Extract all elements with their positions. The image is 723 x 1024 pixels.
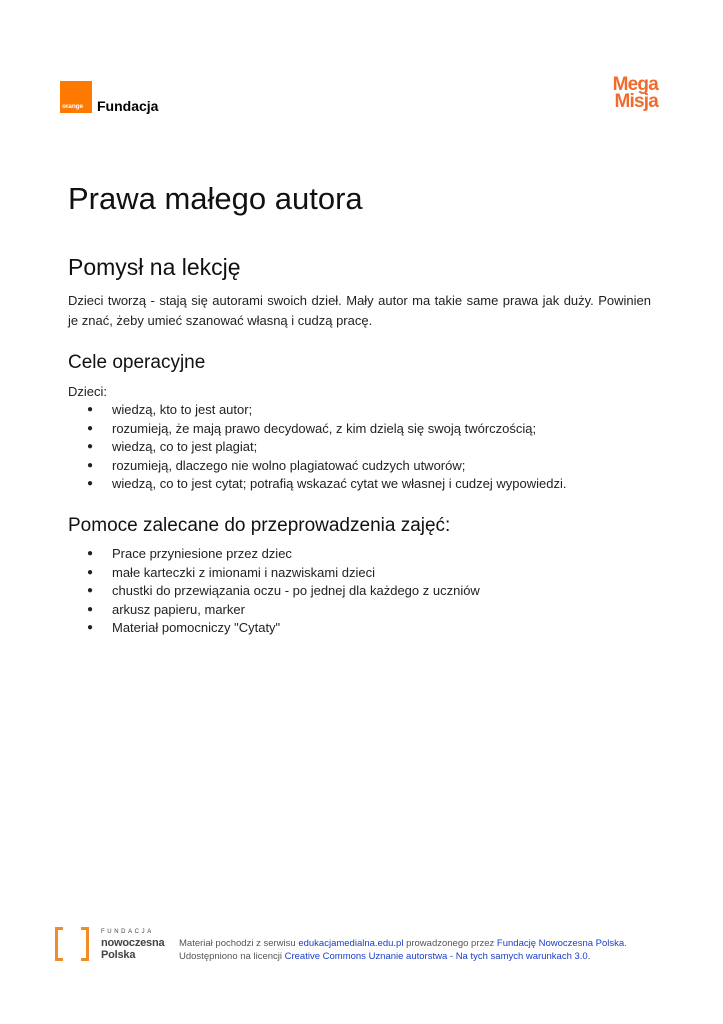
orange-logo	[60, 81, 92, 113]
list-item	[68, 457, 566, 476]
list-item-text: wiedzą, co to jest cytat; potrafią wskazać cytat we własnej i cudzej wypowiedzi.	[112, 476, 567, 491]
bullet-icon: ●	[87, 622, 94, 633]
list-item-text: Prace przyniesione przez dziec	[112, 546, 292, 561]
bullet-icon: ●	[87, 459, 94, 471]
megamisja-logo	[596, 76, 658, 110]
document-title: Prawa małego autora	[68, 181, 363, 216]
footer-license-text	[179, 937, 627, 963]
creative-commons-license-link[interactable]: Creative Commons Uznanie autorstwa - Na tych samych warunkach 3.0	[284, 951, 588, 962]
list-item-text: wiedzą, co to jest plagiat;	[112, 439, 258, 454]
list-item	[68, 564, 480, 583]
list-item	[68, 420, 566, 439]
bullet-icon: ●	[87, 478, 94, 489]
footer-line2-suffix: .	[587, 951, 591, 962]
section-heading-materials: Pomoce zalecane do przeprowadzenia zajęć:	[68, 515, 451, 536]
fnp-logo	[101, 928, 164, 961]
fnp-logo-small-label: FUNDACJA	[101, 929, 154, 935]
fnp-logo-line1: nowoczesna	[101, 937, 165, 949]
megamisja-line1: Mega	[612, 74, 658, 95]
bullet-icon: ●	[87, 566, 94, 578]
goals-lead: Dzieci:	[68, 384, 108, 399]
list-item-text: Materiał pomocniczy "Cytaty"	[112, 620, 281, 635]
bullet-icon: ●	[87, 585, 94, 596]
list-item-text: rozumieją, dlaczego nie wolno plagiatować cudzych utworów;	[112, 457, 466, 473]
list-item-text: wiedzą, kto to jest autor;	[112, 402, 253, 417]
bullet-icon: ●	[87, 422, 94, 434]
list-item-text: małe karteczki z imionami i nazwiskami dzieci	[112, 564, 375, 580]
goals-list	[68, 401, 566, 494]
list-item	[68, 401, 566, 420]
section-heading-lesson-idea: Pomysł na lekcję	[68, 254, 241, 280]
edukacjamedialna-link[interactable]: edukacjamedialna.edu.pl	[298, 938, 404, 949]
bullet-icon: ●	[87, 603, 94, 615]
footer-line1	[179, 937, 627, 950]
fundacja-nowoczesna-polska-link[interactable]: Fundację Nowoczesna Polska	[496, 938, 625, 949]
list-item-text: chustki do przewiązania oczu - po jednej dla każdego z uczniów	[112, 583, 480, 598]
section-heading-goals: Cele operacyjne	[68, 352, 206, 373]
list-item-text: rozumieją, że mają prawo decydować, z kim dzielą się swoją twórczością;	[112, 420, 537, 436]
orange-logo-text: orange	[62, 103, 84, 110]
list-item	[68, 438, 566, 457]
fnp-logo-bracket-right	[81, 927, 89, 961]
fnp-logo-bracket-left	[55, 927, 63, 961]
bullet-icon: ●	[87, 441, 94, 452]
footer-line1-suffix: .	[624, 938, 627, 949]
footer-line1-mid: prowadzonego przez	[403, 938, 497, 949]
list-item	[68, 619, 480, 638]
list-item	[68, 475, 566, 494]
bullet-icon: ●	[87, 404, 94, 415]
materials-list	[68, 545, 480, 638]
bullet-icon: ●	[87, 548, 94, 559]
fnp-logo-line2: Polska	[101, 949, 136, 961]
fundacja-label: Fundacja	[97, 98, 159, 114]
megamisja-line2: Misja	[614, 91, 658, 112]
list-item-text: arkusz papieru, marker	[112, 601, 245, 617]
list-item	[68, 582, 480, 601]
footer-line2-prefix: Udostępniono na licencji	[179, 951, 285, 962]
footer-line1-prefix: Materiał pochodzi z serwisu	[179, 938, 299, 949]
list-item	[68, 601, 480, 620]
lesson-idea-paragraph: Dzieci tworzą - stają się autorami swoich dzieł. Mały autor ma takie same prawa jak duży. Powinien je znać, żeby umieć szanować własną i cudzą pracę.	[68, 293, 651, 328]
list-item	[68, 545, 480, 564]
footer-line2	[179, 950, 627, 963]
